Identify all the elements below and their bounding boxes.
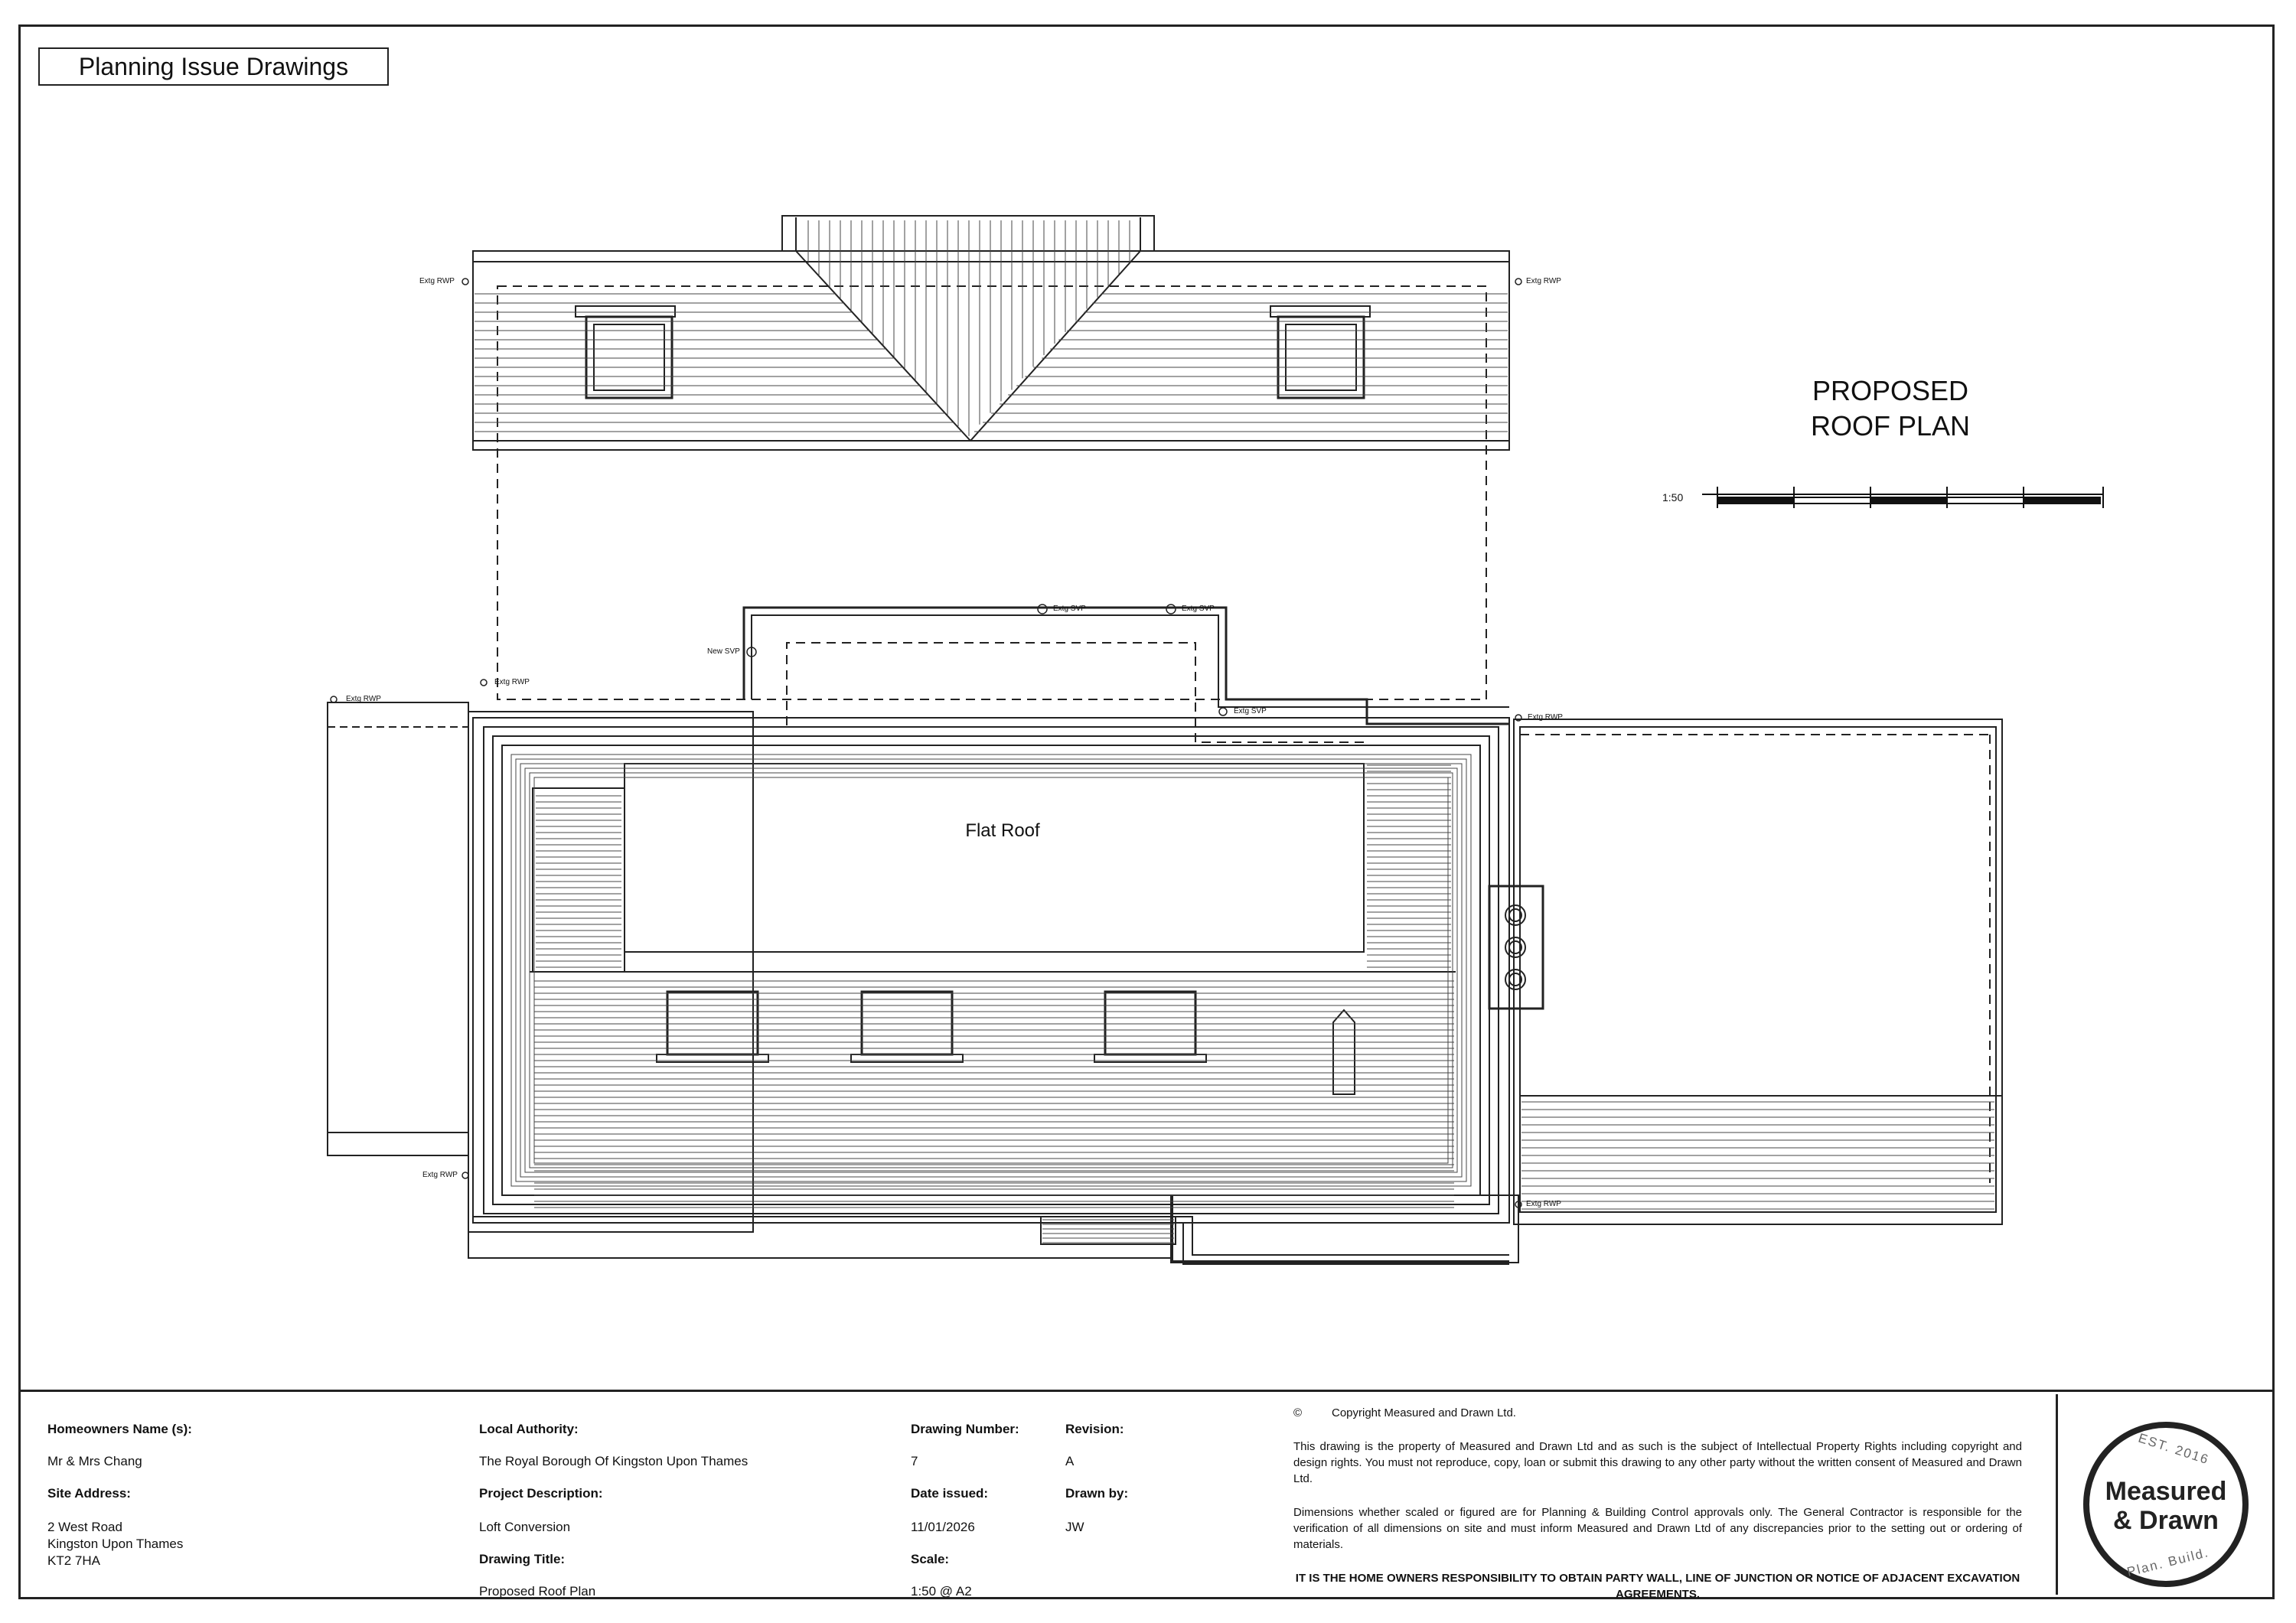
- label-extg-rwp-5: Extg RWP: [1528, 713, 1563, 722]
- label-extg-rwp-1: Extg RWP: [419, 277, 455, 285]
- label-extg-rwp-4: Extg RWP: [494, 678, 530, 686]
- label-extg-rwp-6: Extg RWP: [422, 1171, 458, 1179]
- step-block: [1041, 1217, 1176, 1244]
- date-issued-value: 11/01/2026: [911, 1520, 975, 1534]
- drawing-title-value: Proposed Roof Plan: [479, 1584, 596, 1599]
- scale-bar: [1702, 487, 2103, 508]
- label-extg-svp-1: Extg SVP: [1053, 605, 1086, 613]
- roof-hatch-frame: [511, 754, 1471, 1186]
- chimney-stack: [1489, 886, 1543, 1009]
- revision-value: A: [1065, 1454, 1075, 1468]
- main-roof-outline: [473, 251, 1509, 450]
- rooflight-frame-left: [576, 306, 675, 317]
- site-address-line2: Kingston Upon Thames: [47, 1537, 184, 1551]
- copyright-heading: Copyright Measured and Drawn Ltd.: [1332, 1406, 1516, 1419]
- flat-roof-label: Flat Roof: [965, 820, 1040, 841]
- label-extg-svp-2: Extg SVP: [1182, 605, 1215, 613]
- drawing-number-label: Drawing Number:: [911, 1422, 1019, 1436]
- logo-est: EST. 2016: [2136, 1430, 2212, 1468]
- copyright-paragraph-1: This drawing is the property of Measured and Drawn Ltd and as such is the subject of Intellectual Property Rights including copyright and design rights. You must not reproduce, copy, loan or submit this drawing to any other party without the written consent of Measured and Drawn Ltd.: [1293, 1440, 2022, 1485]
- copyright-symbol: ©: [1293, 1406, 1303, 1419]
- drawing-title-label: Drawing Title:: [479, 1552, 566, 1566]
- planning-issue-label: Planning Issue Drawings: [38, 47, 389, 86]
- gable-outline: [782, 216, 1154, 251]
- eaves-dashed: [497, 286, 1486, 699]
- dormer-window-2: [862, 992, 952, 1054]
- project-description-value: Loft Conversion: [479, 1520, 571, 1534]
- chimney-pot-3: [1505, 970, 1525, 989]
- label-extg-rwp-7: Extg RWP: [1526, 1200, 1561, 1208]
- label-extg-svp-3: Extg SVP: [1234, 707, 1267, 715]
- local-authority-label: Local Authority:: [479, 1422, 579, 1436]
- homeowners-label: Homeowners Name (s):: [47, 1422, 192, 1436]
- logo-line1: Measured: [2105, 1477, 2227, 1506]
- left-wing-outline: [328, 702, 468, 1155]
- plan-title-line2: ROOF PLAN: [1810, 410, 1971, 442]
- logo-tagline: Plan. Build.: [2125, 1544, 2211, 1580]
- scale-title-label: Scale:: [911, 1552, 950, 1566]
- homeowners-value: Mr & Mrs Chang: [47, 1454, 142, 1468]
- roof-vent: [1333, 1010, 1355, 1094]
- site-address-label: Site Address:: [47, 1486, 131, 1501]
- right-wing-outline: [1514, 719, 2002, 1224]
- revision-label: Revision:: [1065, 1422, 1124, 1436]
- plan-title: [1783, 373, 1998, 444]
- plan-title-line1: PROPOSED: [1812, 375, 1969, 406]
- project-description-label: Project Description:: [479, 1486, 603, 1501]
- scale-label: 1:50: [1662, 491, 1684, 504]
- hip-line-right: [970, 251, 1140, 441]
- scale-value: 1:50 @ A2: [911, 1584, 972, 1599]
- flat-roof-outline: [625, 764, 1364, 952]
- label-extg-rwp-3: Extg RWP: [346, 695, 381, 703]
- copyright-paragraph-2: Dimensions whether scaled or figured are for Planning & Building Control approvals only. The General Contractor is responsible for the verification of all dimensions on site and must inform Measured and Drawn Ltd of any discrepancies prior to the setting out or ordering of materials.: [1293, 1506, 2022, 1551]
- logo-line2: & Drawn: [2113, 1506, 2219, 1535]
- label-extg-rwp-2: Extg RWP: [1526, 277, 1561, 285]
- date-issued-label: Date issued:: [911, 1486, 989, 1501]
- party-wall-warning: IT IS THE HOME OWNERS RESPONSIBILITY TO OBTAIN PARTY WALL, LINE OF JUNCTION OR NOTICE OF ADJACENT EXCAVATION AGREEMENTS.: [1295, 1572, 2020, 1601]
- drawn-by-value: JW: [1065, 1520, 1084, 1534]
- lower-roof-outline: [473, 718, 1509, 1223]
- drawing-number-value: 7: [911, 1454, 918, 1468]
- local-authority-value: The Royal Borough Of Kingston Upon Thames: [479, 1454, 748, 1468]
- site-address-line3: KT2 7HA: [47, 1553, 100, 1568]
- label-new-svp: New SVP: [707, 647, 740, 656]
- chimney-pot-1: [1505, 905, 1525, 925]
- site-address-line1: 2 West Road: [47, 1520, 122, 1534]
- rooflight-frame-right: [1270, 306, 1370, 317]
- title-block: [18, 1390, 2275, 1599]
- dormer-window-1: [667, 992, 758, 1054]
- chimney-pot-2: [1505, 937, 1525, 957]
- drawn-by-label: Drawn by:: [1065, 1486, 1129, 1501]
- dormer-window-3: [1105, 992, 1195, 1054]
